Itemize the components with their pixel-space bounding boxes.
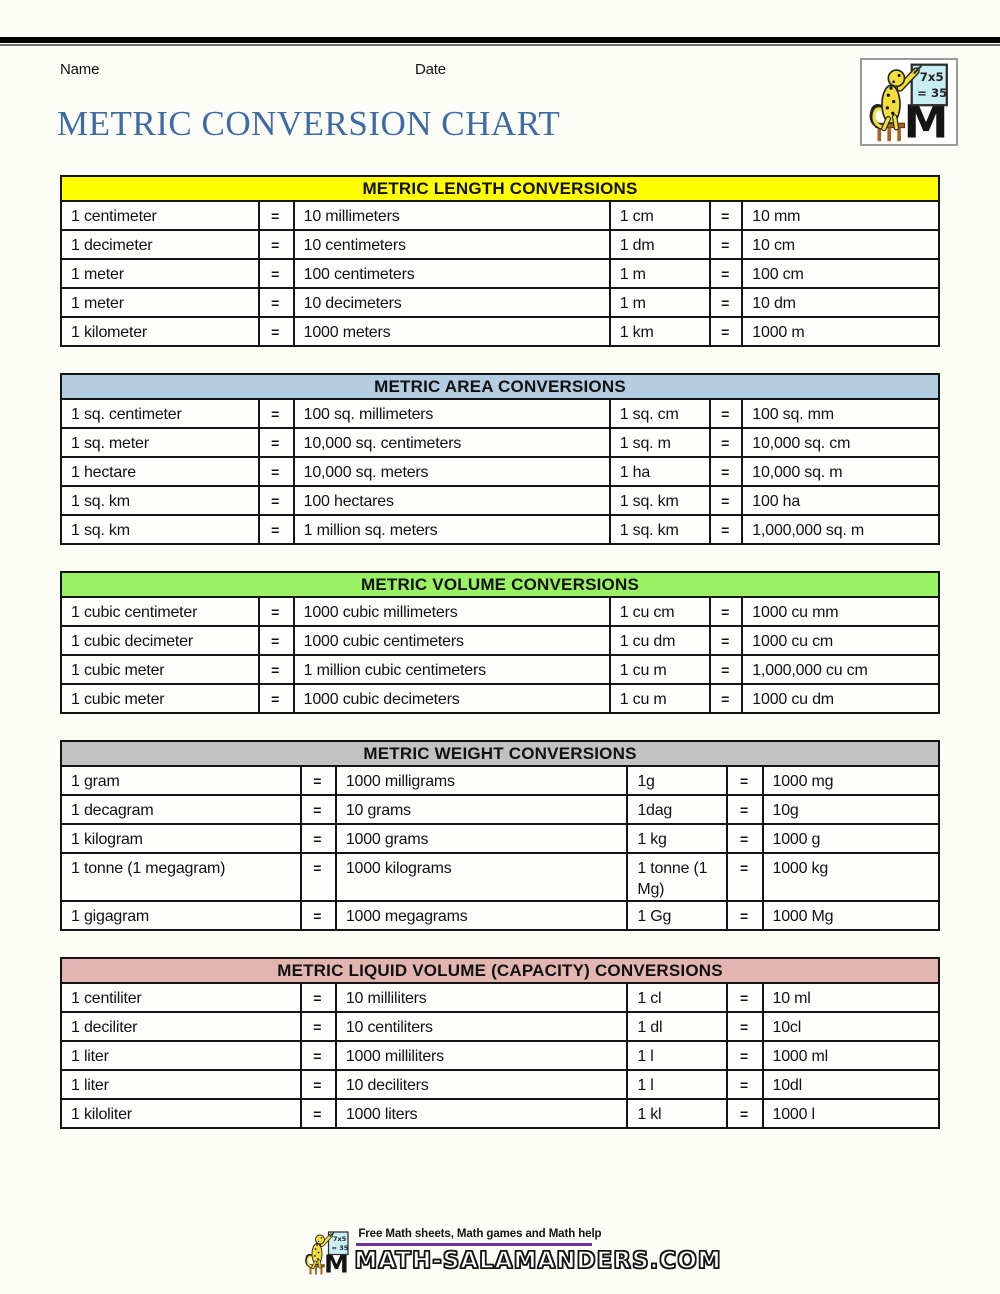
table-row: [61, 259, 939, 288]
table-cell: 1 meter: [61, 259, 259, 288]
table-cell: 10 milliliters: [336, 983, 628, 1012]
table-cell: =: [259, 626, 294, 655]
table-cell: 100 sq. mm: [742, 399, 939, 428]
table-cell: =: [710, 259, 742, 288]
table-cell: 1,000,000 cu cm: [742, 655, 939, 684]
table-cell: =: [301, 824, 336, 853]
table-cell: 1 sq. m: [610, 428, 710, 457]
table-cell: 1 decagram: [61, 795, 301, 824]
table-cell: =: [259, 597, 294, 626]
table-cell: 1g: [627, 766, 727, 795]
table-row: [61, 795, 939, 824]
table-row: [61, 457, 939, 486]
table-cell: 1 kilogram: [61, 824, 301, 853]
table-cell: 1 l: [627, 1041, 727, 1070]
table-row: [61, 1041, 939, 1070]
table-cell: =: [259, 317, 294, 346]
table-cell: 1 sq. cm: [610, 399, 710, 428]
table-cell: 100 centimeters: [294, 259, 610, 288]
page-title: METRIC CONVERSION CHART: [57, 104, 561, 143]
table-cell: 1000 kilograms: [336, 853, 628, 901]
table-cell: 1 meter: [61, 288, 259, 317]
table-cell: =: [710, 515, 742, 544]
volume-table: [60, 571, 940, 714]
table-cell: =: [301, 1012, 336, 1041]
table-cell: 1 Gg: [627, 901, 727, 930]
table-cell: 1 liter: [61, 1070, 301, 1099]
table-cell: 100 hectares: [294, 486, 610, 515]
table-cell: 1 cu cm: [610, 597, 710, 626]
footer-tagline: Free Math sheets, Math games and Math help: [358, 1228, 602, 1240]
table-cell: 10,000 sq. m: [742, 457, 939, 486]
table-cell: 1 sq. km: [61, 515, 259, 544]
table-cell: 1 million cubic centimeters: [294, 655, 610, 684]
table-cell: =: [259, 457, 294, 486]
table-cell: =: [710, 486, 742, 515]
table-cell: 10 mm: [742, 201, 939, 230]
table-cell: 1000 Mg: [763, 901, 940, 930]
table-cell: =: [259, 259, 294, 288]
table-cell: 1 million sq. meters: [294, 515, 610, 544]
table-cell: 1 centiliter: [61, 983, 301, 1012]
table-cell: 10,000 sq. meters: [294, 457, 610, 486]
conversion-tables: [60, 175, 940, 1155]
table-row: [61, 288, 939, 317]
table-cell: =: [727, 1041, 762, 1070]
table-cell: 1 cu m: [610, 684, 710, 713]
table-cell: 1 dl: [627, 1012, 727, 1041]
table-cell: 1 kiloliter: [61, 1099, 301, 1128]
table-cell: 1 sq. km: [610, 515, 710, 544]
table-cell: 1000 l: [763, 1099, 940, 1128]
table-cell: 1 m: [610, 288, 710, 317]
table-cell: =: [301, 983, 336, 1012]
table-row: [61, 230, 939, 259]
table-row: [61, 486, 939, 515]
table-cell: 10g: [763, 795, 940, 824]
table-cell: =: [727, 983, 762, 1012]
table-cell: 1 cm: [610, 201, 710, 230]
table-cell: =: [710, 684, 742, 713]
footer: [0, 1228, 1000, 1274]
table-cell: =: [259, 201, 294, 230]
length-table: [60, 175, 940, 347]
math-salamanders-logo: [860, 58, 958, 146]
table-cell: 1 decimeter: [61, 230, 259, 259]
table-cell: =: [727, 901, 762, 930]
table-cell: 1 ha: [610, 457, 710, 486]
table-cell: =: [301, 853, 336, 901]
table-cell: 10cl: [763, 1012, 940, 1041]
table-cell: 1 km: [610, 317, 710, 346]
table-cell: 10 ml: [763, 983, 940, 1012]
table-cell: =: [259, 230, 294, 259]
table-row: [61, 655, 939, 684]
table-cell: =: [727, 1099, 762, 1128]
table-cell: 1000 kg: [763, 853, 940, 901]
table-cell: 1 kg: [627, 824, 727, 853]
area-table: [60, 373, 940, 545]
table-cell: 10,000 sq. centimeters: [294, 428, 610, 457]
table-cell: 1000 megagrams: [336, 901, 628, 930]
table-cell: 1 liter: [61, 1041, 301, 1070]
table-cell: 1000 milligrams: [336, 766, 628, 795]
table-row: [61, 684, 939, 713]
table-cell: 1000 mg: [763, 766, 940, 795]
volume-table-header: METRIC VOLUME CONVERSIONS: [61, 572, 939, 597]
table-cell: =: [259, 655, 294, 684]
table-cell: =: [259, 288, 294, 317]
table-cell: 1000 milliliters: [336, 1041, 628, 1070]
table-cell: =: [727, 1012, 762, 1041]
table-cell: 10 dm: [742, 288, 939, 317]
table-cell: =: [727, 853, 762, 901]
table-cell: =: [710, 201, 742, 230]
table-cell: 10 deciliters: [336, 1070, 628, 1099]
table-row: [61, 983, 939, 1012]
table-cell: =: [259, 684, 294, 713]
table-row: [61, 515, 939, 544]
table-cell: 1 sq. meter: [61, 428, 259, 457]
liquid-volume-table: [60, 957, 940, 1129]
table-cell: 1000 cu mm: [742, 597, 939, 626]
table-cell: 10 grams: [336, 795, 628, 824]
table-cell: =: [710, 597, 742, 626]
table-cell: 100 ha: [742, 486, 939, 515]
table-cell: =: [301, 901, 336, 930]
table-cell: =: [259, 486, 294, 515]
table-cell: 100 cm: [742, 259, 939, 288]
table-cell: 1000 cu cm: [742, 626, 939, 655]
table-cell: 1000 g: [763, 824, 940, 853]
table-cell: 1 l: [627, 1070, 727, 1099]
table-cell: =: [259, 399, 294, 428]
name-label: Name: [60, 61, 100, 78]
table-cell: 10dl: [763, 1070, 940, 1099]
table-cell: 10 centiliters: [336, 1012, 628, 1041]
table-row: [61, 428, 939, 457]
table-cell: 10 cm: [742, 230, 939, 259]
table-cell: =: [710, 457, 742, 486]
table-cell: =: [727, 795, 762, 824]
table-row: [61, 824, 939, 853]
table-row: [61, 766, 939, 795]
table-cell: 1000 ml: [763, 1041, 940, 1070]
table-cell: 10,000 sq. cm: [742, 428, 939, 457]
table-row: [61, 317, 939, 346]
footer-site-text: MATH-SALAMANDERS.COM: [354, 1248, 722, 1274]
table-cell: 1000 cu dm: [742, 684, 939, 713]
table-cell: 1 cu m: [610, 655, 710, 684]
table-cell: =: [259, 515, 294, 544]
table-cell: 1 cl: [627, 983, 727, 1012]
table-cell: 1 centimeter: [61, 201, 259, 230]
table-cell: 1000 m: [742, 317, 939, 346]
table-cell: =: [710, 230, 742, 259]
table-cell: 1 sq. centimeter: [61, 399, 259, 428]
table-row: [61, 1012, 939, 1041]
area-table-header: METRIC AREA CONVERSIONS: [61, 374, 939, 399]
table-cell: 1 cu dm: [610, 626, 710, 655]
table-row: [61, 1099, 939, 1128]
table-cell: 10 centimeters: [294, 230, 610, 259]
table-cell: =: [710, 288, 742, 317]
footer-rule: [356, 1243, 592, 1246]
table-cell: 10 millimeters: [294, 201, 610, 230]
date-label: Date: [415, 61, 446, 78]
table-cell: 1 dm: [610, 230, 710, 259]
table-row: [61, 853, 939, 901]
table-cell: 1000 cubic millimeters: [294, 597, 610, 626]
table-cell: 1 kilometer: [61, 317, 259, 346]
table-cell: 1000 cubic decimeters: [294, 684, 610, 713]
table-cell: =: [727, 1070, 762, 1099]
weight-table: [60, 740, 940, 931]
table-cell: 1 sq. km: [610, 486, 710, 515]
table-cell: 1 sq. km: [61, 486, 259, 515]
table-cell: 1000 meters: [294, 317, 610, 346]
table-cell: =: [710, 428, 742, 457]
table-row: [61, 1070, 939, 1099]
table-cell: 1 tonne (1 megagram): [61, 853, 301, 901]
table-cell: =: [301, 1041, 336, 1070]
table-cell: =: [301, 1070, 336, 1099]
table-row: [61, 399, 939, 428]
length-table-header: METRIC LENGTH CONVERSIONS: [61, 176, 939, 201]
table-cell: 1 kl: [627, 1099, 727, 1128]
table-cell: 1 cubic meter: [61, 655, 259, 684]
table-cell: 1 cubic meter: [61, 684, 259, 713]
table-cell: 1000 liters: [336, 1099, 628, 1128]
table-cell: 1 m: [610, 259, 710, 288]
table-cell: 1 gram: [61, 766, 301, 795]
table-row: [61, 597, 939, 626]
table-row: [61, 201, 939, 230]
table-cell: =: [727, 766, 762, 795]
table-cell: =: [710, 399, 742, 428]
table-cell: 1,000,000 sq. m: [742, 515, 939, 544]
table-cell: =: [301, 795, 336, 824]
footer-salamander-icon: [302, 1230, 352, 1276]
table-cell: 1000 grams: [336, 824, 628, 853]
table-cell: =: [259, 428, 294, 457]
table-cell: =: [710, 317, 742, 346]
salamander-logo-icon: [864, 61, 954, 144]
table-cell: 100 sq. millimeters: [294, 399, 610, 428]
table-row: [61, 901, 939, 930]
table-cell: 10 decimeters: [294, 288, 610, 317]
table-cell: 1 gigagram: [61, 901, 301, 930]
table-cell: =: [710, 626, 742, 655]
table-cell: 1 deciliter: [61, 1012, 301, 1041]
table-cell: =: [301, 1099, 336, 1128]
top-divider: [0, 37, 1000, 46]
table-cell: 1dag: [627, 795, 727, 824]
table-cell: =: [710, 655, 742, 684]
table-cell: 1 tonne (1 Mg): [627, 853, 727, 901]
table-cell: 1 cubic decimeter: [61, 626, 259, 655]
table-row: [61, 626, 939, 655]
table-cell: 1 cubic centimeter: [61, 597, 259, 626]
table-cell: =: [301, 766, 336, 795]
liquid-volume-table-header: METRIC LIQUID VOLUME (CAPACITY) CONVERSIONS: [61, 958, 939, 983]
table-cell: 1 hectare: [61, 457, 259, 486]
table-cell: =: [727, 824, 762, 853]
table-cell: 1000 cubic centimeters: [294, 626, 610, 655]
weight-table-header: METRIC WEIGHT CONVERSIONS: [61, 741, 939, 766]
